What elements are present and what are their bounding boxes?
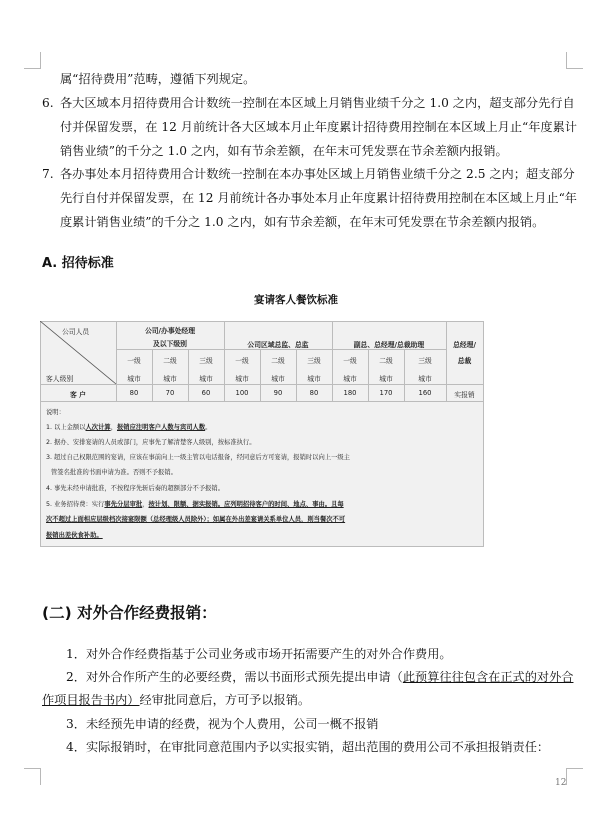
note-5-line-2: 次不超过上面相应层级档次接宴限额（总经理级人员除外）；如属在外出差宴请关系单位人员，则当餐次不可 — [46, 516, 346, 523]
city-level-cell: 一级 — [127, 357, 141, 365]
value-cell: 80 — [129, 389, 139, 397]
item-7-line-3: 度累计销售业绩”的千分之 1.0 之内，如有节余差额，在年末可凭发票在节余差额内报销。 — [60, 215, 545, 229]
city-word-cell: 城市 — [343, 375, 357, 383]
note-1: 1. 以上金额以人次计算，报销应注明客户人数与宾司人数。 — [46, 424, 212, 431]
note-3-line-1: 3. 超过自己权限范围的宴请，应该在事前向上一级主管以电话报备，经同意后方可宴请，报销时以向上一级主 — [46, 454, 350, 461]
item-7-number: 7. — [42, 167, 54, 181]
item-7-line-2: 先行自付并保留发票，在 12 月前统计各办事处本月止年度累计招待费用控制在本区域上月止“年 — [60, 191, 577, 205]
corner-mark-bottom-left — [24, 768, 41, 785]
corner-bottom-label: 客人级别 — [46, 375, 74, 383]
section-2-point-2-line-1: 2．对外合作所产生的必要经费，需以书面形式预先提出申请（此预算往往包含在正式的对外合 — [66, 670, 574, 684]
corner-top-label: 公司人员 — [62, 328, 90, 336]
group-4-header-line-1: 总经理/ — [453, 341, 476, 349]
city-level-cell: 三级 — [199, 357, 213, 365]
corner-mark-bottom-right — [566, 768, 583, 785]
item-6-line-3: 销售业绩”的千分之 1.0 之内，如有节余差额，在年末可凭发票在节余差额内报销。 — [60, 144, 508, 158]
city-level-cell: 一级 — [343, 357, 357, 365]
city-level-cell: 三级 — [307, 357, 321, 365]
page-number: 12 — [555, 778, 567, 788]
item-6-number: 6. — [42, 96, 54, 110]
value-cell: 70 — [165, 389, 175, 397]
group-1-header-line-1: 公司/办事处经理 — [144, 327, 196, 335]
table-title: 宴请客人餐饮标准 — [254, 294, 338, 306]
item-6-line-1: 各大区域本月招待费用合计数统一控制在本区域上月销售业绩千分之 1.0 之内，超支部分先行自 — [60, 96, 575, 110]
section-a-heading: A. 招待标准 — [42, 256, 114, 271]
note-5-line-3: 报销出差伙食补助。 — [46, 532, 103, 539]
value-cell: 180 — [343, 389, 357, 397]
city-level-cell: 二级 — [379, 357, 393, 365]
value-cell: 100 — [235, 389, 249, 397]
section-2-point-1: 1．对外合作经费指基于公司业务或市场开拓需要产生的对外合作费用。 — [66, 647, 452, 661]
row-label-customer: 客 户 — [70, 391, 86, 399]
city-level-cell: 二级 — [271, 357, 285, 365]
note-3-line-2: 管签名批准的书面申请为准。否则不予报销。 — [51, 469, 177, 476]
corner-mark-top-left — [24, 52, 41, 69]
section-2-point-4: 4．实际报销时，在审批同意范围内予以实报实销，超出范围的费用公司不承担报销责任： — [66, 740, 550, 754]
item-7-line-1: 各办事处本月招待费用合计数统一控制在本办事处区域上月销售业绩千分之 2.5 之内；超支部分 — [60, 167, 575, 181]
item-6-line-2: 付并保留发票，在 12 月前统计各大区域本月止年度累计招待费用控制在本区域上月止“年度累计 — [60, 120, 577, 134]
city-level-cell: 二级 — [163, 357, 177, 365]
note-4: 4. 事先未经申请批准，不按程序先斩后奏的超额部分不予报销。 — [46, 485, 225, 492]
section-2-point-3: 3．未经预先申请的经费，视为个人费用，公司一概不报销 — [66, 717, 379, 731]
value-cell: 60 — [201, 389, 211, 397]
city-word-cell: 城市 — [418, 375, 432, 383]
dining-standard-table — [40, 321, 484, 546]
value-cell: 90 — [273, 389, 283, 397]
group-4-header-line-2: 总裁 — [457, 357, 472, 365]
city-word-cell: 城市 — [163, 375, 177, 383]
group-1-header-line-2: 及以下级别 — [153, 340, 187, 348]
city-word-cell: 城市 — [379, 375, 393, 383]
value-cell: 160 — [418, 389, 432, 397]
group-3-header: 副总、总经理/总裁助理 — [353, 341, 425, 349]
note-5-line-1: 5. 业务招待费：实行事先分层审批，按计划、限额、据实报销。应列明招待客户的时间、地点、事由。且每 — [46, 501, 344, 508]
notes-title: 说明： — [46, 409, 65, 416]
city-word-cell: 城市 — [271, 375, 285, 383]
value-cell: 实报销 — [454, 391, 475, 399]
city-word-cell: 城市 — [199, 375, 213, 383]
city-level-cell: 一级 — [235, 357, 249, 365]
continuation-line: 属“招待费用”范畴，遵循下列规定。 — [60, 72, 256, 86]
note-2: 2. 据办、安排宴请的人员或部门，应事先了解清楚客人级别，按标准执行。 — [46, 439, 256, 446]
section-2-heading: (二) 对外合作经费报销： — [42, 604, 217, 622]
corner-mark-top-right — [566, 52, 583, 69]
city-word-cell: 城市 — [307, 375, 321, 383]
value-cell: 170 — [379, 389, 393, 397]
city-word-cell: 城市 — [235, 375, 249, 383]
city-level-cell: 三级 — [418, 357, 432, 365]
group-2-header: 公司区域总监、总监 — [247, 341, 309, 349]
city-word-cell: 城市 — [127, 375, 141, 383]
section-2-point-2-line-2: 作项目报告书内）经审批同意后，方可予以报销。 — [42, 693, 311, 707]
value-cell: 80 — [309, 389, 319, 397]
